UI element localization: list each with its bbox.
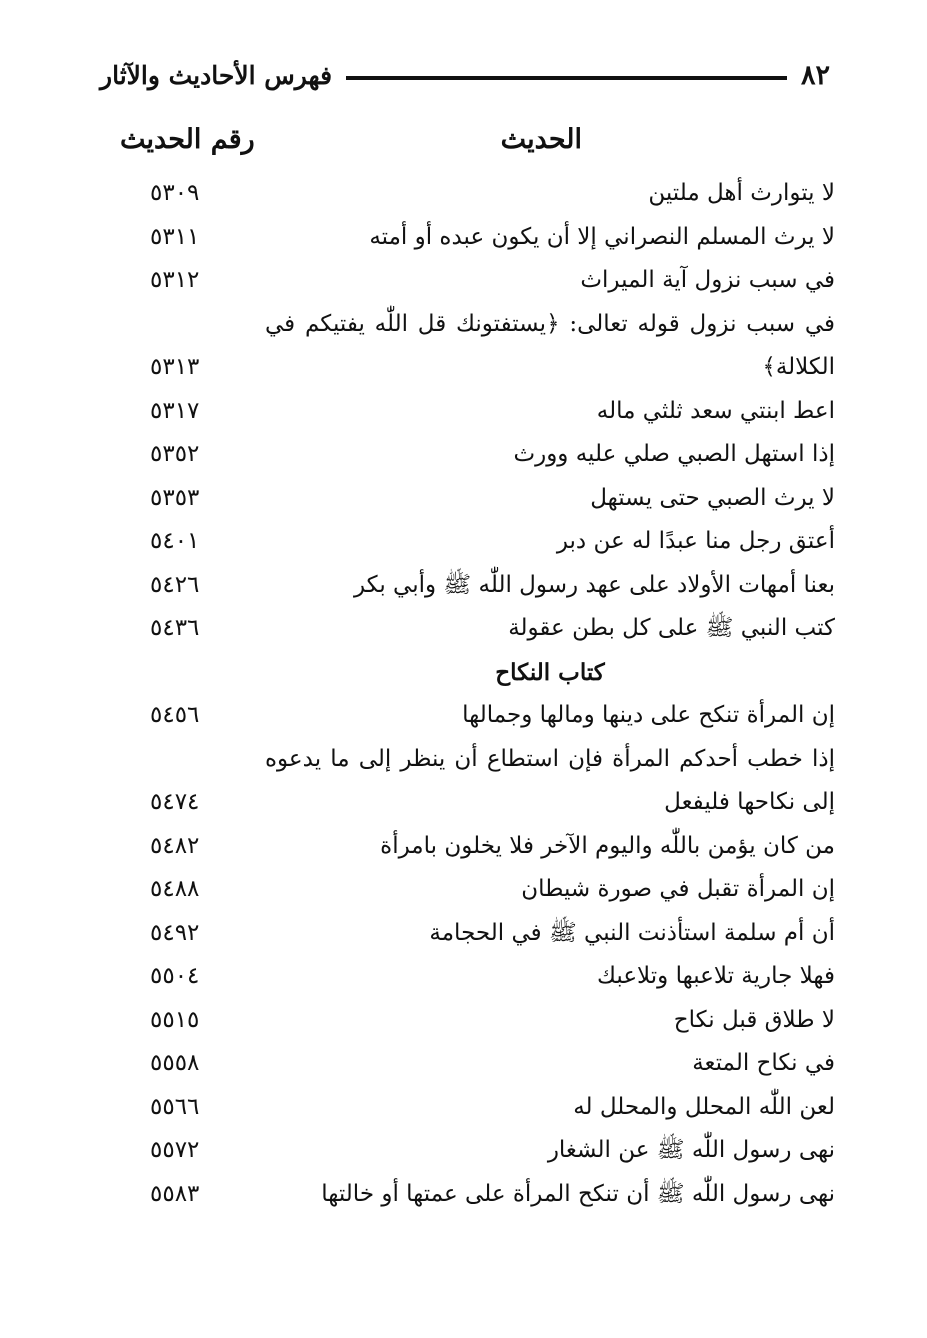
column-header-hadith: الحديث xyxy=(500,124,582,155)
running-title: فهرس الأحاديث والآثار xyxy=(100,60,333,90)
hadith-number: ٥٤٨٨ xyxy=(150,876,200,902)
hadith-text: في نكاح المتعة xyxy=(692,1050,835,1076)
index-entry xyxy=(0,868,927,912)
hadith-number: ٥٥٥٨ xyxy=(150,1050,200,1076)
hadith-index-list xyxy=(0,172,927,1216)
section-title: كتاب النكاح xyxy=(495,658,605,686)
hadith-text: نهى رسول اللّٰه ﷺ عن الشغار xyxy=(547,1137,835,1163)
hadith-number: ٥٣١٧ xyxy=(150,397,200,424)
hadith-number: ٥٥٨٣ xyxy=(150,1180,200,1207)
hadith-text: إذا خطب أحدكم المرأة فإن استطاع أن ينظر إلى ما يدعوه إلى نكاحها فليفعل xyxy=(265,745,835,815)
index-entry xyxy=(0,738,927,825)
hadith-number: ٥٤٢٦ xyxy=(150,571,200,598)
hadith-text: من كان يؤمن باللّٰه واليوم الآخر فلا يخلون بامرأة xyxy=(380,832,835,859)
hadith-text: إن المرأة تقبل في صورة شيطان xyxy=(521,876,835,902)
hadith-number: ٥٥٧٢ xyxy=(150,1137,200,1163)
hadith-number: ٥٥٦٦ xyxy=(150,1093,200,1120)
page-number: ٨٢ xyxy=(800,59,830,91)
hadith-number: ٥٤٩٢ xyxy=(150,919,200,946)
hadith-text: كتب النبي ﷺ على كل بطن عقولة xyxy=(508,615,835,641)
hadith-number: ٥٤٥٦ xyxy=(150,702,200,728)
hadith-text: لا يرث المسلم النصراني إلا أن يكون عبده أو أمته xyxy=(369,223,835,250)
hadith-text: اعط ابنتي سعد ثلثي ماله xyxy=(596,397,835,424)
hadith-text: نهى رسول اللّٰه ﷺ أن تنكح المرأة على عمتها أو خالتها xyxy=(321,1180,835,1207)
index-entry xyxy=(0,477,927,521)
hadith-number: ٥٥٠٤ xyxy=(150,963,200,989)
index-entry xyxy=(0,172,927,216)
hadith-text: فهلا جارية تلاعبها وتلاعبك xyxy=(597,963,835,989)
index-entry xyxy=(0,607,927,651)
hadith-text: لا يتوارث أهل ملتين xyxy=(648,180,835,206)
index-entry xyxy=(0,390,927,434)
hadith-number: ٥٣٥٢ xyxy=(150,441,200,467)
index-entry xyxy=(0,694,927,738)
hadith-text: لعن اللّٰه المحلل والمحلل له xyxy=(573,1093,835,1120)
index-entry xyxy=(0,216,927,260)
header-rule xyxy=(346,76,787,80)
index-entry xyxy=(0,303,927,390)
hadith-number: ٥٣١١ xyxy=(150,223,200,250)
index-entry xyxy=(0,433,927,477)
index-entry xyxy=(0,825,927,869)
hadith-number: ٥٣١٣ xyxy=(150,354,200,380)
page-header xyxy=(100,55,830,95)
index-entry xyxy=(0,1129,927,1173)
hadith-number: ٥٣٠٩ xyxy=(150,180,200,206)
hadith-text: بعنا أمهات الأولاد على عهد رسول اللّٰه ﷺ وأبي بكر xyxy=(353,571,835,598)
hadith-number: ٥٤٠١ xyxy=(150,528,200,554)
hadith-text: إن المرأة تنكح على دينها ومالها وجمالها xyxy=(462,702,835,728)
hadith-text: لا طلاق قبل نكاح xyxy=(673,1006,835,1033)
index-entry xyxy=(0,999,927,1043)
index-entry xyxy=(0,912,927,956)
index-entry xyxy=(0,564,927,608)
section-heading xyxy=(0,651,927,695)
hadith-number: ٥٥١٥ xyxy=(150,1006,200,1033)
hadith-text: أن أم سلمة استأذنت النبي ﷺ في الحجامة xyxy=(429,919,835,946)
index-entry xyxy=(0,520,927,564)
hadith-text: إذا استهل الصبي صلي عليه وورث xyxy=(513,441,835,467)
hadith-number: ٥٣١٢ xyxy=(150,267,200,293)
hadith-text: في سبب نزول آية الميراث xyxy=(580,267,835,293)
hadith-text: في سبب نزول قوله تعالى: ﴿يستفتونك قل اللّٰه يفتيكم في الكلالة﴾ xyxy=(265,310,835,380)
column-header-number: رقم الحديث xyxy=(120,124,255,155)
index-entry xyxy=(0,1042,927,1086)
hadith-number: ٥٤٧٤ xyxy=(150,789,200,815)
index-entry xyxy=(0,955,927,999)
hadith-number: ٥٤٨٢ xyxy=(150,832,200,859)
hadith-number: ٥٣٥٣ xyxy=(150,484,200,511)
index-entry xyxy=(0,1086,927,1130)
hadith-text: أعتق رجل منا عبدًا له عن دبر xyxy=(556,528,835,554)
hadith-number: ٥٤٣٦ xyxy=(150,615,200,641)
index-entry xyxy=(0,259,927,303)
hadith-text: لا يرث الصبي حتى يستهل xyxy=(590,484,835,511)
index-entry xyxy=(0,1173,927,1217)
